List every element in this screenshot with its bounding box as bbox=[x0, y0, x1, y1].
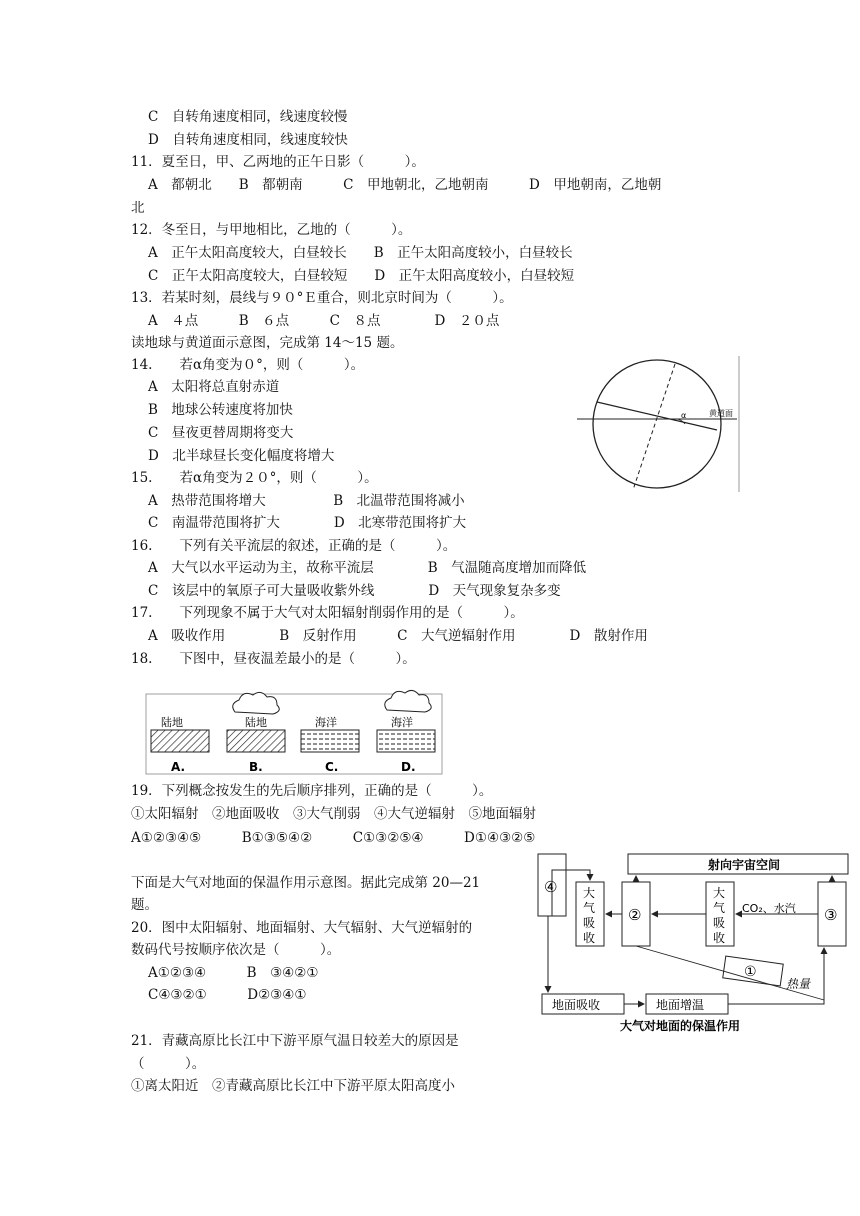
earth-circle bbox=[593, 360, 721, 488]
svg-text:收: 收 bbox=[583, 931, 596, 945]
q20-21-intro: 下面是大气对地面的保温作用示意图。据此完成第 20—21 bbox=[131, 875, 481, 891]
svg-text:射向宇宙空间: 射向宇宙空间 bbox=[708, 858, 781, 872]
svg-text:C.: C. bbox=[325, 760, 339, 774]
svg-text:①: ① bbox=[744, 964, 757, 980]
q14-option-a: A 太阳将总直射赤道 bbox=[148, 379, 280, 395]
q17-options: A 吸收作用 B 反射作用 C 大气逆辐射作用 D 散射作用 bbox=[148, 628, 648, 644]
svg-text:B.: B. bbox=[249, 760, 263, 774]
svg-text:海洋: 海洋 bbox=[391, 716, 413, 729]
svg-text:吸: 吸 bbox=[583, 916, 596, 930]
q18-stem: 18. 下图中，昼夜温差最小的是（ ）。 bbox=[131, 651, 416, 667]
svg-text:大气对地面的保温作用: 大气对地面的保温作用 bbox=[620, 1019, 741, 1033]
q15-options-ab: A 热带范围将增大 B 北温带范围将减小 bbox=[148, 493, 465, 509]
q13-options: A ４点 B ６点 C ８点 D ２０点 bbox=[148, 313, 500, 329]
svg-text:③: ③ bbox=[824, 906, 838, 924]
ecliptic-label: 黄道面 bbox=[709, 409, 733, 418]
q16-stem: 16. 下列有关平流层的叙述，正确的是（ ）。 bbox=[131, 538, 457, 554]
q16-options-ab: A 大气以水平运动为主，故称平流层 B 气温随高度增加而降低 bbox=[148, 560, 587, 576]
q20-stem: 20．图中太阳辐射、地面辐射、大气辐射、大气逆辐射的 bbox=[131, 920, 473, 936]
svg-text:气: 气 bbox=[713, 901, 726, 915]
q12-options-cd: C 正午太阳高度较大，白昼较短 D 正午太阳高度较小，白昼较短 bbox=[148, 268, 575, 284]
svg-text:A.: A. bbox=[171, 760, 186, 774]
q21-stem: 21．青藏高原比长江中下游平原气温日较差大的原因是 bbox=[131, 1033, 459, 1049]
q20-21-intro-wrap: 题。 bbox=[131, 897, 158, 913]
q14-option-d: D 北半球昼长变化幅度将增大 bbox=[148, 448, 335, 464]
q13-stem: 13．若某时刻，晨线与９０°Ｅ重合，则北京时间为（ ）。 bbox=[131, 290, 513, 306]
panel-d bbox=[377, 690, 435, 774]
svg-text:地面吸收: 地面吸收 bbox=[552, 998, 601, 1012]
svg-text:②: ② bbox=[628, 906, 642, 924]
svg-text:海洋: 海洋 bbox=[315, 716, 337, 729]
earth-axis bbox=[633, 364, 675, 490]
q10-option-c: C 自转角速度相同，线速度较慢 bbox=[148, 109, 348, 125]
panel-b bbox=[227, 692, 285, 774]
svg-text:热量: 热量 bbox=[786, 977, 811, 991]
q20-stem-wrap: 数码代号按顺序依次是（ ）。 bbox=[131, 942, 341, 958]
svg-text:陆地: 陆地 bbox=[161, 716, 183, 729]
land-sea-figure bbox=[145, 672, 445, 776]
q21-items: ①离太阳近 ②青藏高原比长江中下游平原太阳高度小 bbox=[131, 1078, 455, 1094]
cloud-icon bbox=[233, 692, 280, 714]
q14-option-b: B 地球公转速度将加快 bbox=[148, 402, 293, 418]
q14-option-c: C 昼夜更替周期将变大 bbox=[148, 425, 294, 441]
svg-text:气: 气 bbox=[583, 901, 596, 915]
earth-ecliptic-figure bbox=[575, 352, 790, 500]
q11-options: A 都朝北 B 都朝南 C 甲地朝北，乙地朝南 D 甲地朝南，乙地朝 bbox=[148, 177, 662, 193]
svg-text:吸: 吸 bbox=[713, 916, 726, 930]
q21-stem-wrap: （ ）。 bbox=[131, 1056, 206, 1072]
q14-stem: 14. 若α角变为０°，则（ ）。 bbox=[131, 357, 365, 373]
q11-options-wrap: 北 bbox=[131, 200, 145, 216]
panel-c bbox=[301, 715, 359, 774]
svg-text:CO₂、水汽: CO₂、水汽 bbox=[742, 902, 796, 915]
q15-options-cd: C 南温带范围将扩大 D 北寒带范围将扩大 bbox=[148, 515, 467, 531]
q20-options-ab: A①②③④ B ③④②① bbox=[148, 965, 319, 981]
q10-option-d: D 自转角速度相同，线速度较快 bbox=[148, 132, 348, 148]
svg-text:④: ④ bbox=[544, 878, 558, 896]
q12-stem: 12．冬至日，与甲地相比，乙地的（ ）。 bbox=[131, 222, 412, 238]
q14-15-intro: 读地球与黄道面示意图，完成第 14～15 题。 bbox=[131, 335, 404, 351]
q19-concepts: ①太阳辐射 ②地面吸收 ③大气削弱 ④大气逆辐射 ⑤地面辐射 bbox=[131, 806, 536, 822]
q11-stem: 11．夏至日，甲、乙两地的正午日影（ ）。 bbox=[131, 154, 425, 170]
q15-stem: 15. 若α角变为２０°，则（ ）。 bbox=[131, 470, 378, 486]
svg-text:大: 大 bbox=[583, 886, 596, 900]
svg-text:收: 收 bbox=[713, 931, 726, 945]
q19-stem: 19．下列概念按发生的先后顺序排列，正确的是（ ）。 bbox=[131, 783, 493, 799]
q17-stem: 17. 下列现象不属于大气对太阳辐射削弱作用的是（ ）。 bbox=[131, 605, 524, 621]
svg-text:陆地: 陆地 bbox=[245, 716, 267, 729]
svg-text:大: 大 bbox=[713, 886, 726, 900]
svg-text:D.: D. bbox=[401, 760, 416, 774]
q20-options-cd: C④③②① D②③④① bbox=[148, 987, 307, 1003]
greenhouse-figure bbox=[528, 848, 852, 1036]
equator-line bbox=[597, 402, 717, 430]
q16-options-cd: C 该层中的氧原子可大量吸收紫外线 D 天气现象复杂多变 bbox=[148, 583, 561, 599]
panel-a bbox=[151, 715, 209, 774]
svg-text:地面增温: 地面增温 bbox=[656, 998, 705, 1012]
q12-options-ab: A 正午太阳高度较大，白昼较长 B 正午太阳高度较小，白昼较长 bbox=[148, 245, 573, 261]
q19-options: A①②③④⑤ B①③⑤④② C①③②⑤④ D①④③②⑤ bbox=[131, 830, 536, 846]
alpha-symbol: α bbox=[681, 411, 687, 420]
